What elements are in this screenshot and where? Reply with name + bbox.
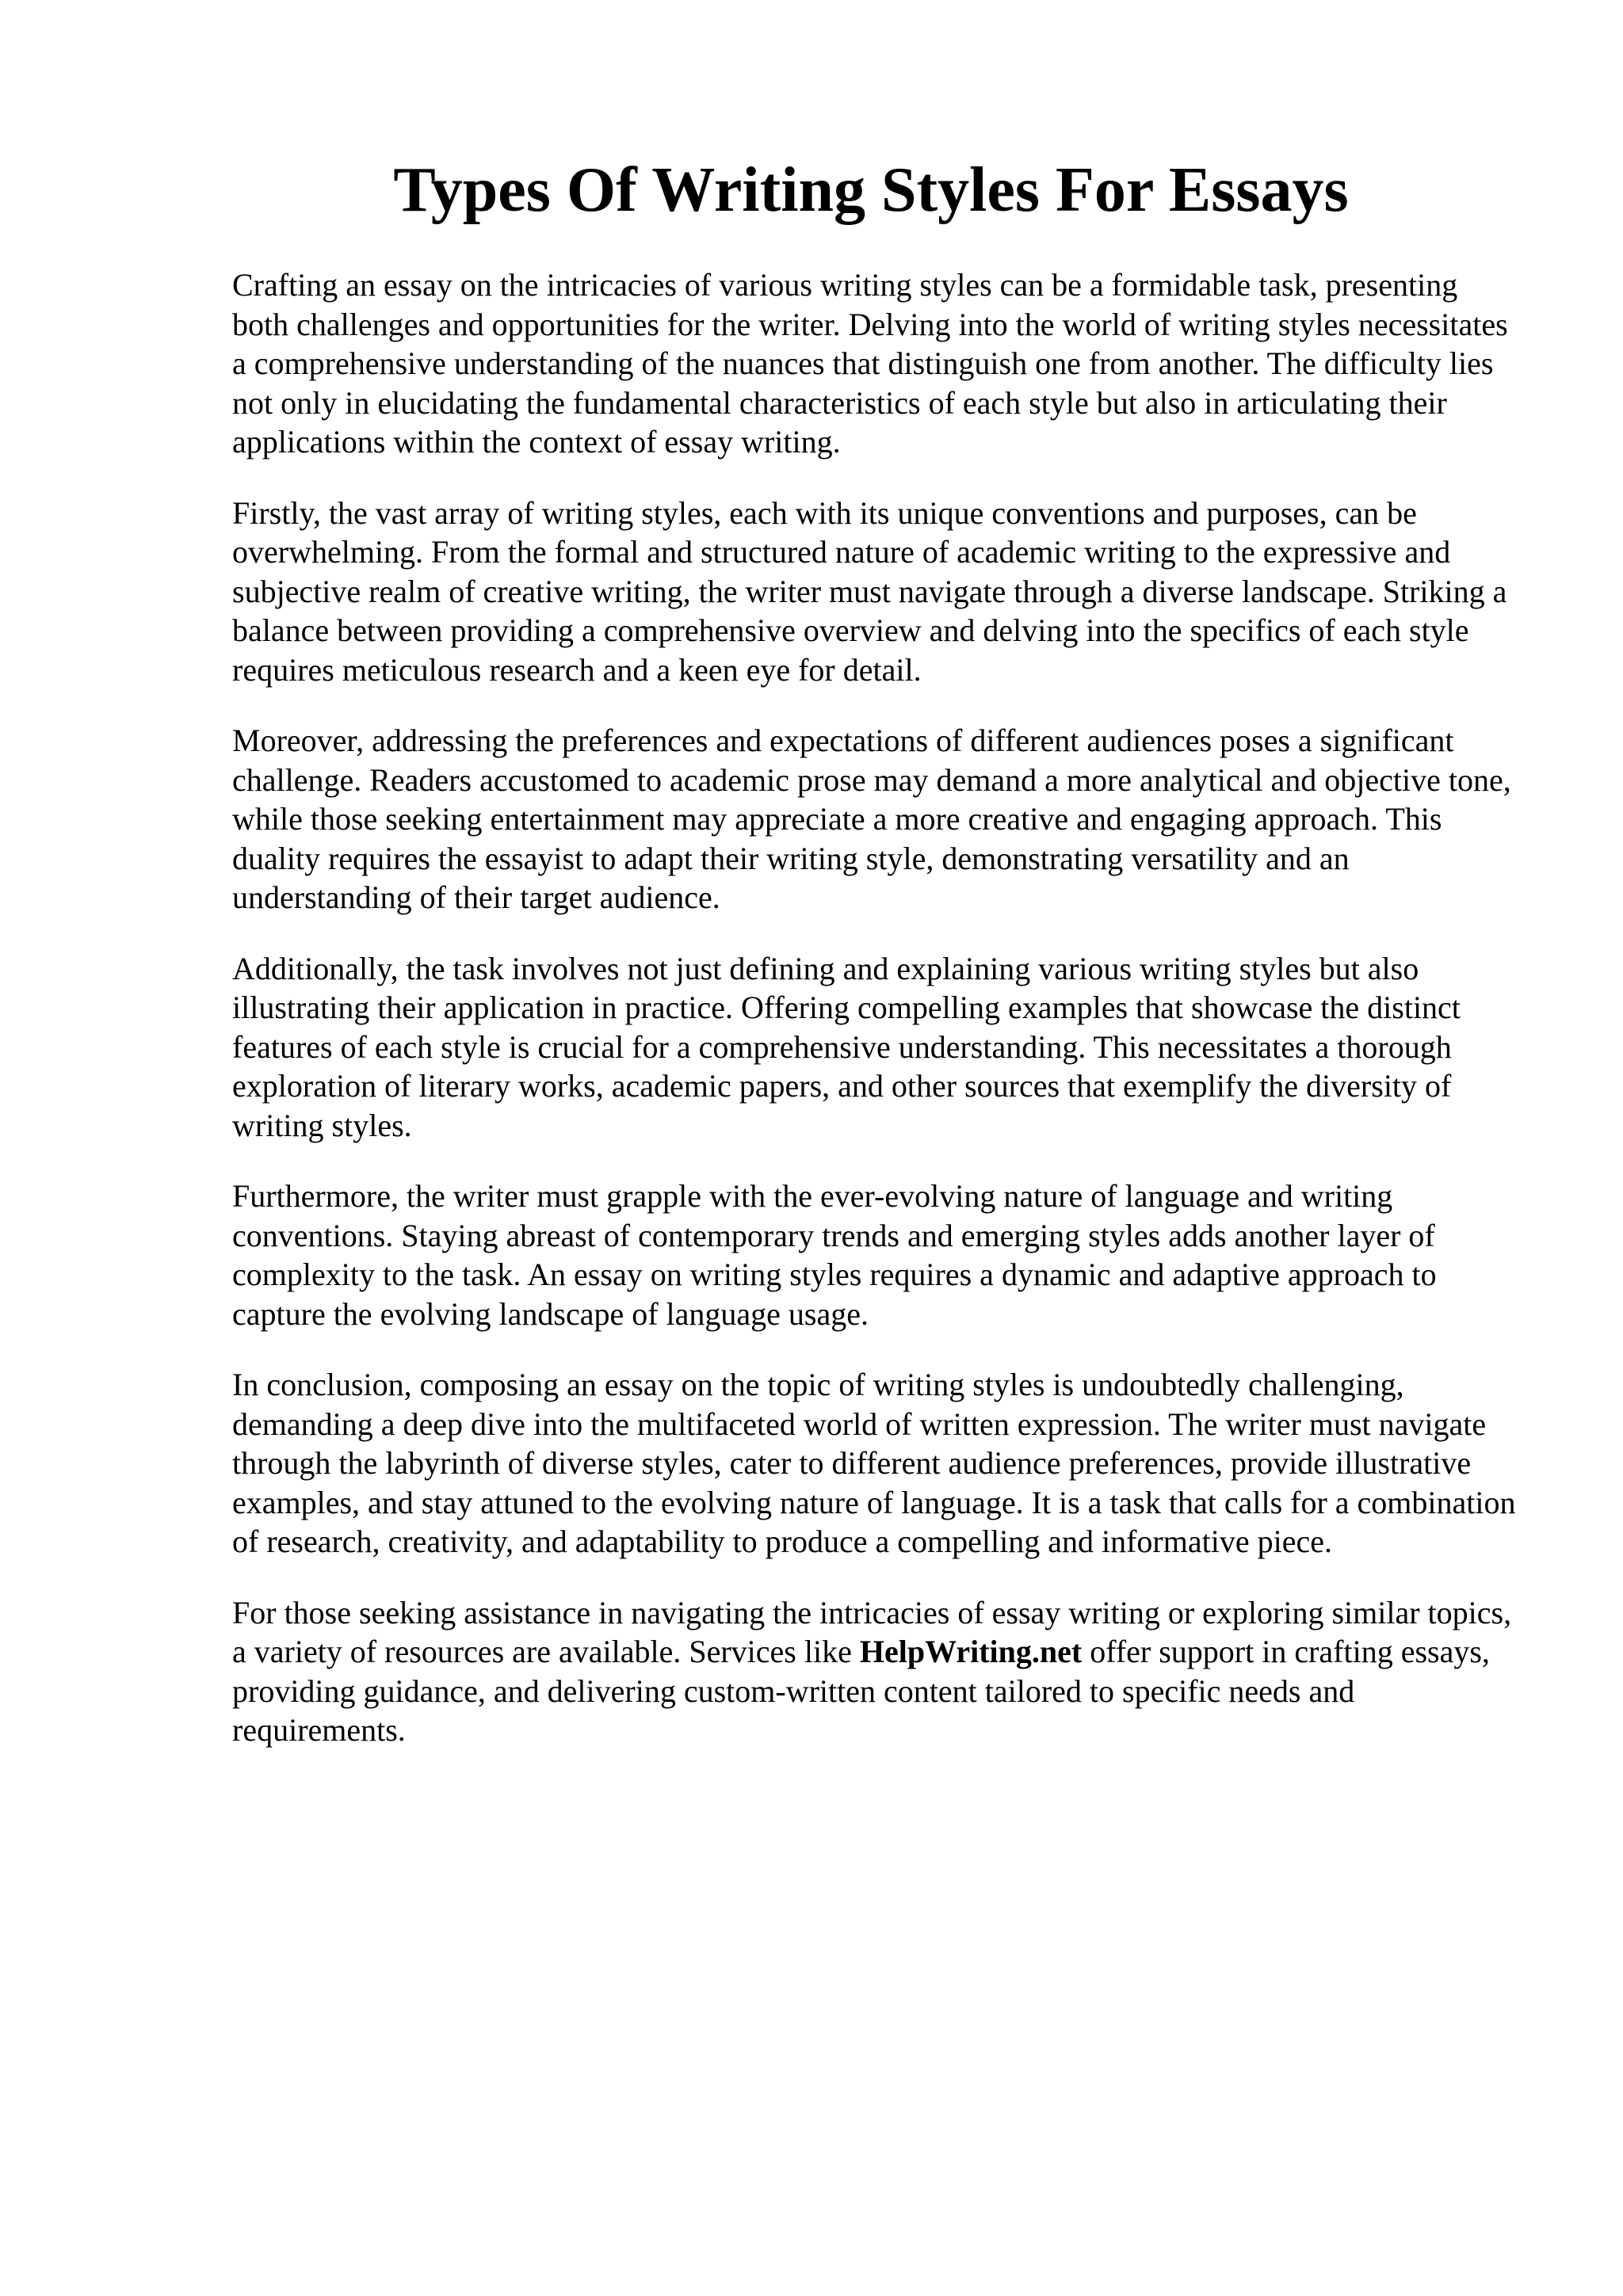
paragraph-conclusion: In conclusion, composing an essay on the topic of writing styles is undoubtedly challenging, demanding a deep dive into the multifaceted world of written expression. The writer must navigate through the labyrinth of diverse styles, cater to different audience preferences, provide illustrative examples, and stay attuned to the evolving nature of language. It is a task that calls for a combination of research, creativity, and adaptability to produce a compelling and informative piece. bbox=[232, 1367, 1516, 1559]
paragraph-additionally: Additionally, the task involves not just defining and explaining various writing styles but also illustrating their application in practice. Offering compelling examples that showcase the distinct features of each style is crucial for a comprehensive understanding. This necessitates a thorough exploration of literary works, academic papers, and other sources that exemplify the diversity of writing styles. bbox=[232, 950, 1461, 1143]
paragraph-firstly: Firstly, the vast array of writing styles, each with its unique conventions and purposes, can be overwhelming. From the formal and structured nature of academic writing to the expressive and subjective realm of creative writing, the writer must navigate through a diverse landscape. Striking a balance between providing a comprehensive overview and delving into the specifics of each style requires meticulous research and a keen eye for detail. bbox=[232, 494, 1507, 688]
paragraph-furthermore: Furthermore, the writer must grapple with the ever-evolving nature of language and writing conventions. Staying abreast of contemporary trends and emerging styles adds another layer of complexity to the task. An essay on writing styles requires a dynamic and adaptive approach to capture the evolving landscape of language usage. bbox=[232, 1178, 1437, 1332]
closing-text-before: For those seeking assistance in navigating the intricacies of essay writing or exploring similar topics, a variety of resources are available. Services like bbox=[232, 1594, 1512, 1669]
document-body bbox=[232, 265, 1516, 1782]
closing-text-after: offer support in crafting essays, providing guidance, and delivering custom-written content tailored to specific needs and requirements. bbox=[232, 1634, 1490, 1748]
page-title: Types Of Writing Styles For Essays bbox=[393, 155, 1349, 225]
paragraph-moreover: Moreover, addressing the preferences and expectations of different audiences poses a significant challenge. Readers accustomed to academic prose may demand a more analytical and objective tone, while those seeking entertainment may appreciate a more creative and engaging approach. This duality requires the essayist to adapt their writing style, demonstrating versatility and an understanding of their target audience. bbox=[232, 723, 1511, 915]
paragraph-closing bbox=[232, 1593, 1516, 1750]
service-name: HelpWriting.net bbox=[859, 1634, 1083, 1669]
paragraph-intro: Crafting an essay on the intricacies of various writing styles can be a formidable task, presenting both challenges and opportunities for the writer. Delving into the world of writing styles necessitates a comprehensive understanding of the nuances that distinguish one from another. The difficulty lies not only in elucidating the fundamental characteristics of each style but also in articulating their applications within the context of essay writing. bbox=[232, 267, 1508, 460]
